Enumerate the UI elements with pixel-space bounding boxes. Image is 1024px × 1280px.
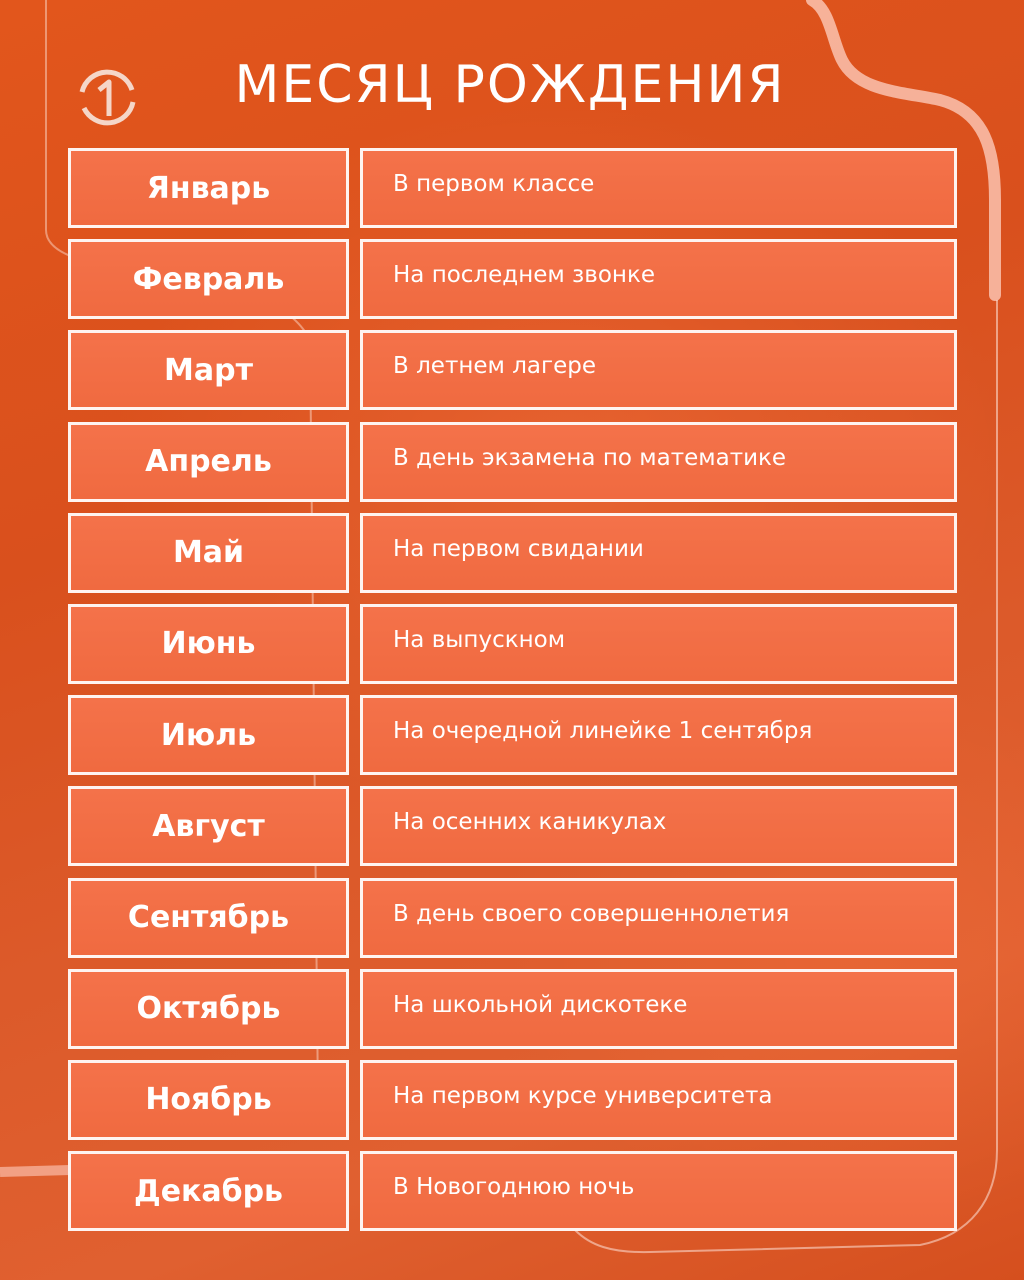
table-row [68, 422, 958, 502]
circle-one-logo-icon [72, 64, 142, 134]
month-cell: Апрель [68, 422, 349, 502]
month-cell: Январь [68, 148, 349, 228]
month-cell: Май [68, 513, 349, 593]
table-row [68, 695, 958, 775]
event-cell: На выпускном [360, 604, 957, 684]
event-cell: В Новогоднюю ночь [360, 1151, 957, 1231]
table-row [68, 969, 958, 1049]
table-row [68, 239, 958, 319]
month-cell: Сентябрь [68, 878, 349, 958]
event-cell: В летнем лагере [360, 330, 957, 410]
event-cell: В первом классе [360, 148, 957, 228]
month-cell: Октябрь [68, 969, 349, 1049]
table-row [68, 148, 958, 228]
event-cell: На первом свидании [360, 513, 957, 593]
event-cell: На школьной дискотеке [360, 969, 957, 1049]
table-row [68, 604, 958, 684]
event-cell: На осенних каникулах [360, 786, 957, 866]
month-cell: Июнь [68, 604, 349, 684]
month-cell: Март [68, 330, 349, 410]
month-cell: Декабрь [68, 1151, 349, 1231]
page-title: МЕСЯЦ РОЖДЕНИЯ [234, 55, 786, 115]
month-cell: Август [68, 786, 349, 866]
table-row [68, 1151, 958, 1231]
event-cell: На последнем звонке [360, 239, 957, 319]
event-cell: В день своего совершеннолетия [360, 878, 957, 958]
table-row [68, 1060, 958, 1140]
event-cell: На очередной линейке 1 сентября [360, 695, 957, 775]
birth-month-table [68, 148, 958, 1242]
table-row [68, 513, 958, 593]
table-row [68, 786, 958, 866]
event-cell: На первом курсе университета [360, 1060, 957, 1140]
table-row [68, 330, 958, 410]
event-cell: В день экзамена по математике [360, 422, 957, 502]
month-cell: Ноябрь [68, 1060, 349, 1140]
month-cell: Июль [68, 695, 349, 775]
month-cell: Февраль [68, 239, 349, 319]
table-row [68, 878, 958, 958]
